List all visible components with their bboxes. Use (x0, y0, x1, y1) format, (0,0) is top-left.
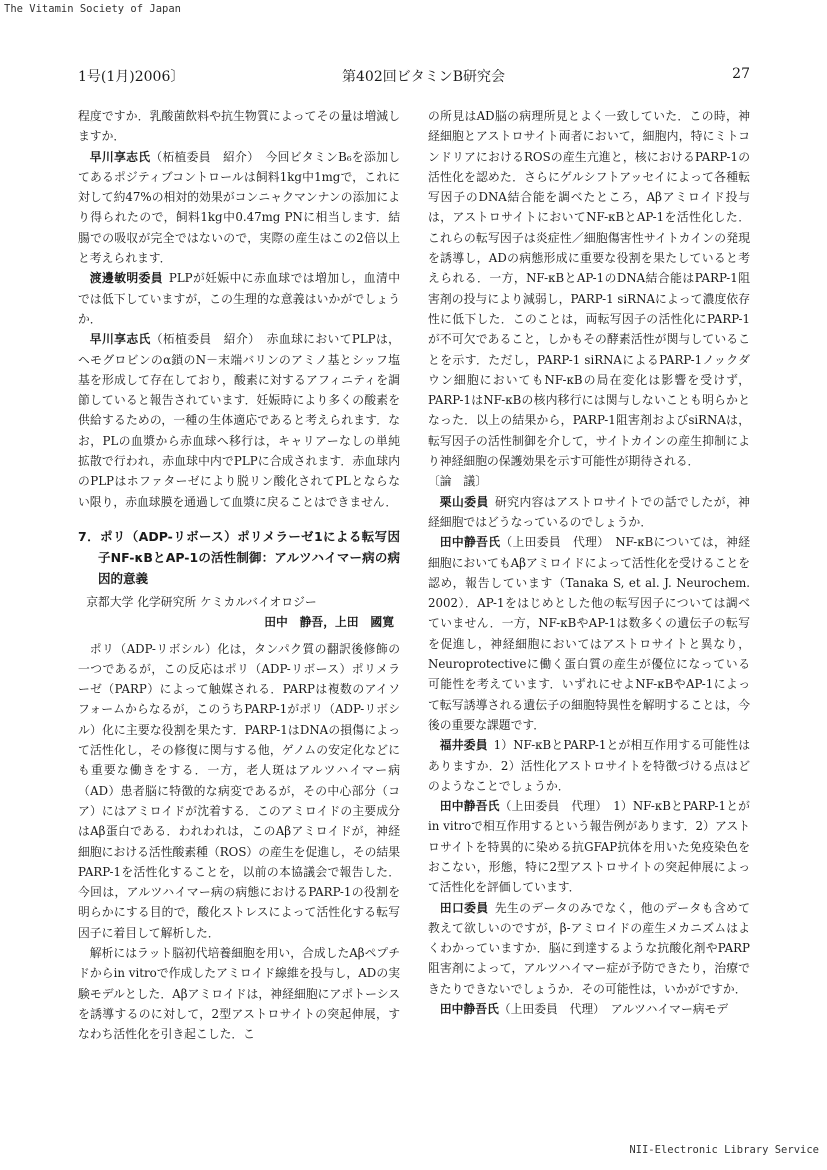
paragraph: 程度ですか．乳酸菌飲料や抗生物質によってその量は増減しますか． (78, 109, 400, 144)
speaker-role: （柘植委員 紹介） (150, 332, 261, 347)
header-issue: 1号(1月)2006〕 (78, 69, 185, 85)
section-title: 7．ポリ（ADP-リボース）ポリメラーゼ1による転写因子NF-κBとAP-1の活性制御：アルツハイマー病の病因的意義 (78, 528, 400, 586)
speaker-role: （柘植委員 紹介） (150, 149, 260, 164)
speaker-name: 田中静吾氏 (439, 1002, 499, 1017)
paragraph (78, 147, 400, 269)
paragraph (78, 268, 400, 329)
page-number: 27 (732, 66, 750, 82)
speaker-name: 田口委員 (439, 900, 489, 915)
authors: 田中 静吾，上田 國寛 (264, 615, 394, 630)
header-title: 第402回ビタミンB研究会 (342, 69, 506, 85)
paragraph-text: 研究内容はアストロサイトでの話でしたが，神経細胞ではどうなっているのでしょうか． (428, 494, 750, 529)
paragraph (428, 532, 750, 735)
paragraph-text: PLPが妊娠中に赤血球では増加し，血清中では低下していますが，この生理的な意義はいかがでしょうか． (78, 271, 400, 326)
paragraph (428, 492, 750, 533)
right-column (428, 106, 750, 1019)
paragraph-text: 1）NF-κBとPARP-1とがin vitroで相互作用するという報告例があります．2）アストロサイトを特異的に染める抗GFAP抗体を用いた免疫染色をおこない，形態，特に2型アストロサイトの突起伸展によって活性化を評価しています． (428, 799, 750, 895)
paragraph-text: 1）NF-κBとPARP-1とが相互作用する可能性はありますか．2）活性化アストロサイトを特徴づける点はどのようなことでしょうか． (428, 738, 750, 793)
speaker-name: 田中静吾氏 (439, 799, 500, 814)
paragraph-text: 今回ビタミンB₆を添加してあるポジティブコントロールは飼料1kg中1mgで，これに対して約47%の相対的効果がコンニャクマンナンの添加により得られたので，飼料1kg中0.47mg PNに相当します．結腸での吸収が完全ではないので，実際の産生はこの2倍以上と考えられます． (78, 149, 400, 266)
paragraph-text: 先生のデータのみでなく，他のデータも含めて教えて欲しいのですが，β-アミロイドの産生メカニズムはよくわかっていますか．脳に到達するような抗酸化剤やPARP阻害剤によって，アルツハイマー症が予防できたり，治療できたりできないでしょうか．その可能性は，いかがですか． (428, 900, 750, 996)
speaker-name: 田中静吾氏 (439, 535, 501, 550)
left-column (78, 106, 400, 1044)
paragraph (428, 735, 750, 796)
paragraph (78, 329, 400, 512)
speaker-name: 栗山委員 (439, 494, 489, 509)
paragraph: 解析にはラット脳初代培養細胞を用い，合成したAβペプチドからin vitroで作成したアミロイド線維を投与し，ADの実験モデルとした．Aβアミロイドは，神経細胞にアポトーシスを誘導するのに対して，2型アストロサイトの突起伸展，すなわち活性化を引き起こした．こ (78, 945, 400, 1042)
speaker-role: （上田委員 代理） (499, 799, 608, 814)
paragraph (428, 796, 750, 897)
affiliation: 京都大学 化学研究所 ケミカルバイオロジー (86, 594, 317, 609)
paragraph: ポリ（ADP-リボシル）化は，タンパク質の翻訳後修飾の一つであるが，この反応はポリ（ADP-リボース）ポリメラーゼ（PARP）によって触媒される．PARPは複数のアイソフォームからなるが，このうちPARP-1がポリ（ADP-リボシル）化に主要な役割を果たす．PARP-1はDNAの損傷によって活性化し，その修復に関与する他，ゲノムの安定化などにも重要な働きをする．一方，老人斑はアルツハイマー病（AD）患者脳に特徴的な病変であるが，その中心部分（コア）にはアミロイドが沈着する．このアミロイドの主要成分はAβ蛋白である．われわれは，このAβアミロイドが，神経細胞における活性酸素種（ROS）の産生を促進し，その結果PARP-1を活性化することを，以前の本協議会で報告した．今回は，アルツハイマー病の病態におけるPARP-1の役割を明らかにする目的で，酸化ストレスによって活性化する転写因子に着目して解析した． (78, 641, 400, 940)
watermark-top: The Vitamin Society of Japan (4, 3, 182, 15)
paragraph-text: アルツハイマー病モデ (610, 1002, 729, 1017)
speaker-name: 福井委員 (439, 738, 488, 753)
paragraph (428, 898, 750, 999)
paragraph-text: NF-κBについては，神経細胞においてもAβアミロイドによって活性化を受けることを認め，報告しています（Tanaka S, et al. J. Neurochem. 2002）．AP-1をはじめとした他の転写因子については調べていません．一方，NF-κBやAP-1は数多くの遺伝子の転写を促進し，神経細胞においてはアストロサイトと異なり，Neuroprotectiveに働く蛋白質の産生が優位になっている可能性を考えています．いずれにせよNF-κBやAP-1によって転写誘導される遺伝子の細胞特異性を解明することは，今後の重要な課題です． (428, 535, 750, 732)
speaker-role: （上田委員 代理） (500, 535, 610, 550)
paragraph (428, 999, 750, 1019)
discussion-heading: 〔論 議〕 (428, 474, 487, 489)
paragraph: の所見はAD脳の病理所見とよく一致していた．この時，神経細胞とアストロサイト両者において，細胞内，特にミトコンドリアにおけるROSの産生亢進と，核におけるPARP-1の活性化を認めた．さらにゲルシフトアッセイによって各種転写因子のDNA結合能を調べたところ，Aβアミロイド投与は，アストロサイトにおいてNF-κBとAP-1を活性化した．これらの転写因子は炎症性／細胞傷害性サイトカインの発現を誘導し，ADの病態形成に重要な役割を果たしていると考えられる．一方，NF-κBとAP-1のDNA結合能はPARP-1阻害剤の投与により減弱し，PARP-1 siRNAによって濃度依存性に低下した．このことは，両転写因子の活性化にPARP-1が不可欠であること，しかもその酵素活性が関与していることを示す．ただし，PARP-1 siRNAによるPARP-1ノックダウン細胞においてもNF-κBの局在変化は影響を受けず，PARP-1はNF-κBの核内移行には関与しないことも明らかとなった．以上の結果から，PARP-1阻害剤およびsiRNAは，転写因子の活性制御を介して，サイトカインの産生抑制により神経細胞の保護効果を示す可能性が期待される． (428, 109, 750, 469)
speaker-name: 早川享志氏 (89, 149, 151, 164)
speaker-name: 早川享志氏 (89, 332, 151, 347)
running-header (78, 66, 750, 88)
speaker-role: （上田委員 代理） (498, 1002, 605, 1017)
paragraph-text: 赤血球においてPLPは，ヘモグロビンのα鎖のN－末端バリンのアミノ基とシッフ塩基を形成して存在しており，酸素に対するアフィニティを調節していると報告されています．妊娠時により多くの酸素を供給するための，一種の生体適応であると考えられます．なお，PLの血漿から赤血球へ移行は，キャリアーなしの単純拡散で行われ，赤血球中内でPLPに合成されます．赤血球内のPLPはホファターゼにより脱リン酸化されてPLとならない限り，赤血球膜を通過して血漿に戻ることはできません． (78, 332, 400, 509)
speaker-name: 渡邊敏明委員 (89, 271, 163, 286)
watermark-bottom: NII-Electronic Library Service (629, 1144, 819, 1156)
